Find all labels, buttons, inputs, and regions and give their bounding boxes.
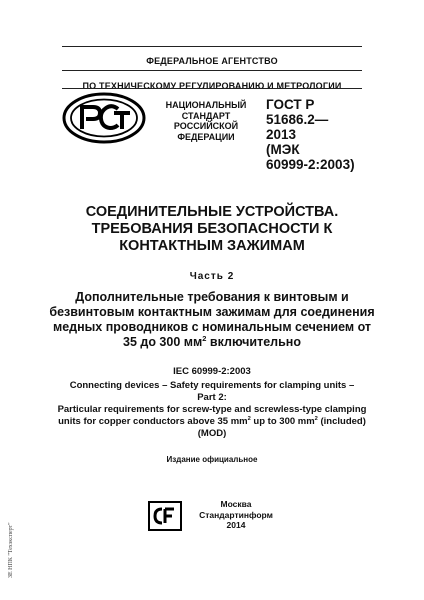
standard-type-line: ФЕДЕРАЦИИ bbox=[177, 131, 235, 142]
subtitle-text: 35 до 300 мм bbox=[123, 335, 203, 349]
standard-designation bbox=[266, 97, 376, 172]
subtitle-text: включительно bbox=[206, 335, 301, 349]
publisher-info bbox=[196, 499, 276, 531]
standard-type-line: СТАНДАРТ bbox=[181, 110, 231, 121]
designation-line: 2013 bbox=[266, 127, 297, 142]
standartinform-logo-icon bbox=[148, 501, 182, 531]
iec-title-line: Particular requirements for screw-type and screwless-type clamping bbox=[57, 404, 367, 415]
standard-type-line: НАЦИОНАЛЬНЫЙ bbox=[165, 100, 247, 110]
margin-watermark: ЗЕ НПК "Техэксперт" bbox=[8, 522, 14, 578]
rst-emblem-icon bbox=[62, 92, 146, 144]
agency-name bbox=[62, 56, 362, 91]
superscript: 2 bbox=[247, 415, 251, 422]
subtitle-line: Дополнительные требования к винтовым и bbox=[75, 290, 349, 304]
iec-title-line: Part 2: bbox=[197, 392, 227, 403]
standard-type-line: РОССИЙСКОЙ bbox=[173, 121, 239, 131]
agency-line-2: ПО ТЕХНИЧЕСКОМУ РЕГУЛИРОВАНИЮ И МЕТРОЛОГИИ bbox=[82, 81, 342, 91]
subtitle-line bbox=[24, 335, 400, 350]
designation-line: (МЭК bbox=[266, 142, 300, 157]
title-line: СОЕДИНИТЕЛЬНЫЕ УСТРОЙСТВА. bbox=[85, 204, 339, 220]
iec-text: up to 300 mm bbox=[250, 416, 315, 427]
standard-type bbox=[162, 100, 250, 142]
document-title bbox=[30, 204, 394, 255]
designation-line: 60999-2:2003) bbox=[266, 157, 355, 172]
agency-divider bbox=[62, 70, 362, 71]
iec-title-line: (MOD) bbox=[197, 428, 227, 439]
iec-reference-block bbox=[30, 366, 394, 440]
subtitle-line: медных проводников с номинальным сечением от bbox=[52, 320, 372, 334]
superscript: 2 bbox=[314, 415, 318, 422]
iec-designation: IEC 60999-2:2003 bbox=[173, 366, 251, 377]
iec-title-line: Connecting devices – Safety requirements for clamping units – bbox=[69, 380, 355, 391]
agency-line-1: ФЕДЕРАЛЬНОЕ АГЕНТСТВО bbox=[146, 56, 278, 66]
title-line: КОНТАКТНЫМ ЗАЖИМАМ bbox=[119, 238, 305, 254]
publisher-name: Стандартинформ bbox=[199, 509, 273, 520]
document-subtitle bbox=[24, 290, 400, 350]
iec-text: (included) bbox=[317, 416, 366, 427]
top-rule bbox=[62, 46, 362, 47]
title-line: ТРЕБОВАНИЯ БЕЗОПАСНОСТИ К bbox=[91, 221, 333, 237]
iec-title-line bbox=[30, 416, 394, 428]
superscript: 2 bbox=[202, 333, 207, 343]
designation-line: 51686.2— bbox=[266, 112, 329, 127]
publication-year: 2014 bbox=[226, 520, 246, 530]
part-label: Часть 2 bbox=[189, 271, 235, 282]
subtitle-line: безвинтовым контактным зажимам для соединения bbox=[49, 305, 375, 319]
iec-text: units for copper conductors above 35 mm bbox=[58, 416, 248, 427]
designation-line: ГОСТ Р bbox=[266, 97, 315, 112]
header-rule bbox=[62, 88, 362, 89]
edition-label: Издание официальное bbox=[166, 455, 258, 464]
publisher-city: Москва bbox=[220, 499, 252, 509]
